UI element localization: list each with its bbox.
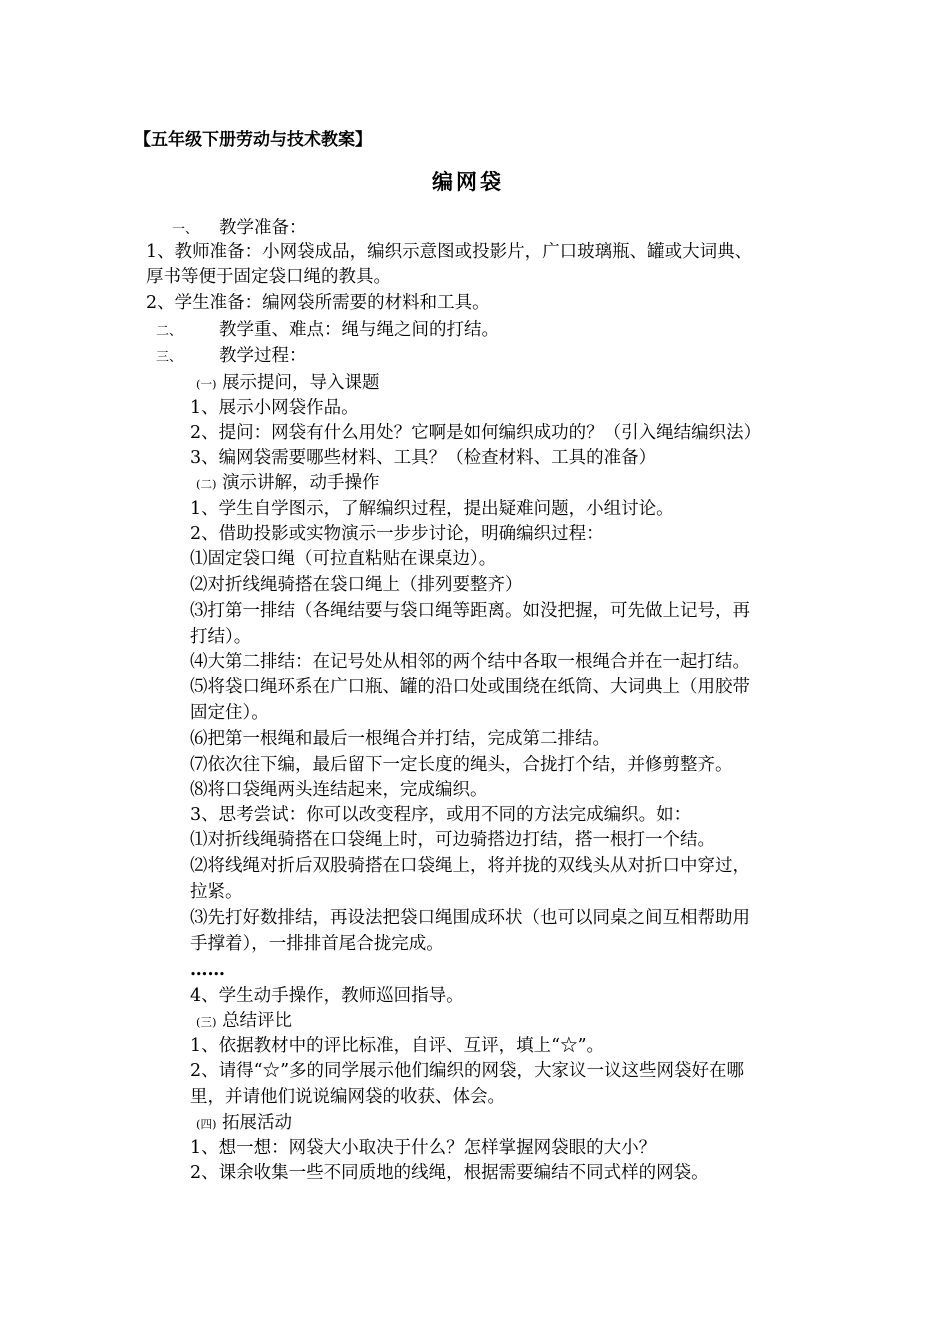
text-line: 手撑着），一排排首尾合拢完成。: [190, 934, 444, 954]
subsection-title: 演示讲解，动手操作: [222, 473, 380, 493]
text-line: 拉紧。: [190, 882, 243, 902]
subsection-heading: [196, 373, 380, 394]
text-line: 3、编网袋需要哪些材料、工具？（检查材料、工具的准备）: [190, 448, 657, 468]
text-line: ⑸将袋口绳环系在广口瓶、罐的沿口处或围绕在纸筒、大词典上（用胶带: [190, 677, 750, 697]
text-line: 2、请得“☆”多的同学展示他们编织的网袋，大家议一议这些网袋好在哪: [190, 1061, 745, 1081]
text-line: ⑵将线绳对折后双股骑搭在口袋绳上，将并拢的双线头从对折口中穿过，: [190, 856, 750, 876]
text-line: 2、借助投影或实物演示一步步讨论，明确编织过程：: [190, 524, 604, 544]
subsection-number: (四): [196, 1117, 217, 1131]
text-line: 4、学生动手操作，教师巡回指导。: [190, 986, 464, 1006]
section-heading-process: [156, 346, 182, 368]
text-line: 里，并请他们说说编网袋的收获、体会。: [190, 1087, 505, 1107]
document-header: 【五年级下册劳动与技术教案】: [134, 130, 372, 150]
text-line: 2、课余收集一些不同质地的线绳，根据需要编结不同式样的网袋。: [190, 1163, 709, 1183]
text-line: 打结）。: [190, 627, 252, 647]
text-line: 3、思考尝试：你可以改变程序，或用不同的方法完成编织。如：: [190, 805, 692, 825]
section-title: 教学重、难点：绳与绳之间的打结。: [219, 320, 499, 340]
text-line: ⑶先打好数排结，再设法把袋口绳围成环状（也可以同桌之间互相帮助用: [190, 908, 750, 928]
subsection-heading: [196, 473, 380, 494]
section-title: 教学准备：: [219, 218, 307, 238]
subsection-number: (一): [196, 377, 217, 391]
subsection-title: 总结评比: [222, 1011, 293, 1031]
text-line: ⑺依次往下编，最后留下一定长度的绳头，合拢打个结，并修剪整齐。: [190, 755, 733, 775]
text-line: 厚书等便于固定袋口绳的教具。: [146, 267, 391, 287]
text-line: ⑻将口袋绳两头连结起来，完成编织。: [190, 780, 488, 800]
text-line: ⑵对折线绳骑搭在袋口绳上（排列要整齐）: [190, 575, 523, 595]
section-number: 二、: [156, 324, 183, 339]
text-line: 1、展示小网袋作品。: [190, 398, 359, 418]
subsection-title: 拓展活动: [222, 1113, 293, 1133]
section-number: 三、: [156, 350, 183, 365]
text-line: ⑴固定袋口绳（可拉直粘贴在课桌边）。: [190, 549, 497, 569]
text-line: ⑷大第二排结：在记号处从相邻的两个结中各取一根绳合并在一起打结。: [190, 652, 750, 672]
text-line: 2、学生准备：编网袋所需要的材料和工具。: [146, 293, 490, 313]
subsection-number: (二): [196, 477, 217, 491]
subsection-title: 展示提问，导入课题: [222, 373, 380, 393]
subsection-number: (三): [196, 1015, 217, 1029]
text-line: 1、依据教材中的评比标准，自评、互评，填上“☆”。: [190, 1036, 605, 1056]
subsection-heading: [196, 1011, 292, 1032]
section-title: 教学过程：: [219, 346, 307, 366]
text-line: 2、提问：网袋有什么用处？它啊是如何编织成功的？（引入绳结编织法）: [190, 423, 762, 443]
section-heading-key-points: [156, 320, 182, 342]
text-line: ⑹把第一根绳和最后一根绳合并打结，完成第二排结。: [190, 729, 610, 749]
section-heading-preparation: [172, 218, 198, 240]
document-title: 编网袋: [432, 169, 504, 194]
text-line: 固定住）。: [190, 703, 269, 723]
text-line: 1、教师准备：小网袋成品，编织示意图或投影片，广口玻璃瓶、罐或大词典、: [146, 242, 753, 262]
text-line: ⑴对折线绳骑搭在口袋绳上时，可边骑搭边打结，搭一根打一个结。: [190, 830, 715, 850]
text-line: 1、想一想：网袋大小取决于什么？怎样掌握网袋眼的大小？: [190, 1138, 657, 1158]
ellipsis: ……: [190, 960, 225, 980]
subsection-heading: [196, 1113, 292, 1134]
text-line: ⑶打第一排结（各绳结要与袋口绳等距离。如没把握，可先做上记号，再: [190, 601, 750, 621]
text-line: 1、学生自学图示，了解编织过程，提出疑难问题，小组讨论。: [190, 499, 674, 519]
section-number: 一、: [172, 222, 199, 237]
